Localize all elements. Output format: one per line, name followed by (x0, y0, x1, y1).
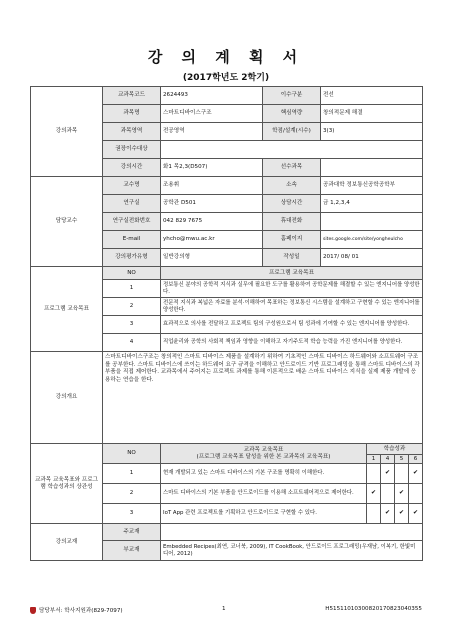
footer-dept-text: 담당부서: 학사지원과(829-7097) (39, 608, 123, 614)
affiliation-label: 소속 (263, 177, 321, 195)
page-number: 1 (222, 606, 226, 612)
program-goal-text: 정보통신 분야의 공학적 지식과 실무에 필요한 도구를 활용하여 공학문제를 해결할 수 있는 엔지니어를 양성한다. (161, 280, 423, 298)
program-goals-table (30, 266, 423, 352)
program-goal-no: 3 (103, 316, 161, 334)
core-competency: 창의적문제 해결 (321, 105, 423, 123)
course-code: 2624493 (161, 87, 263, 105)
credit: 3(3) (321, 123, 423, 141)
course-area: 전공영역 (161, 123, 263, 141)
prereq-label: 선수과목 (263, 159, 321, 177)
instructor-table (30, 176, 423, 267)
course-goal-text: 스마트 디바이스의 기본 부품을 안드로이드를 이용해 소프트웨어적으로 제어한다. (161, 484, 367, 504)
course-goals-section-label: 교과목 교육목표와 프로그램 학습성과의 상관성 (31, 444, 103, 524)
office-label: 연구실 (103, 195, 161, 213)
instructor-name-label: 교수명 (103, 177, 161, 195)
course-goals-no-header: NO (103, 444, 161, 464)
email-link[interactable]: yhcho@mwu.ac.kr (161, 231, 263, 249)
course-goal-no: 3 (103, 504, 161, 524)
outcome-col-header: 4 (381, 455, 395, 464)
program-goal-no: 1 (103, 280, 161, 298)
course-goal-no: 1 (103, 464, 161, 484)
university-shield-icon (30, 607, 36, 614)
outcome-check: ✔ (395, 484, 409, 504)
page-title: 강 의 계 획 서 (147, 48, 305, 66)
program-goal-no: 2 (103, 298, 161, 316)
course-info-table (30, 86, 423, 177)
page-subtitle: (2017학년도 2학기) (182, 73, 270, 83)
outcome-check (395, 464, 409, 484)
eval-type-label: 강의평가유형 (103, 249, 161, 267)
credit-label: 학점/설계(시수) (263, 123, 321, 141)
instructor-name: 조용휘 (161, 177, 263, 195)
course-goals-header-title: 교과목 교육목표 (243, 447, 284, 454)
outcome-col-header: 1 (367, 455, 381, 464)
outcome-check: ✔ (367, 484, 381, 504)
recommended-label: 권장이수대상 (103, 141, 161, 159)
lecture-time: 화1 목2,3(D507) (161, 159, 263, 177)
eval-type: 일반강의형 (161, 249, 263, 267)
outcome-check: ✔ (381, 464, 395, 484)
document-id: H51511010300820170823040355 (325, 606, 422, 612)
program-goals-header: 프로그램 교육목표 (161, 267, 423, 280)
office-phone-label: 연구실전화번호 (103, 213, 161, 231)
recommended (161, 141, 423, 159)
office-phone: 042 829 7675 (161, 213, 263, 231)
course-goals-header (161, 444, 367, 464)
outcome-check: ✔ (381, 504, 395, 524)
sub-textbook: Embedded Recipes(최연, 코너북, 2009), IT CookBook, 안드로이드 프로그래밍(우재남, 이복기, 한빛미디어, 2012) (161, 541, 423, 561)
outcome-check: ✔ (409, 504, 423, 524)
course-name-label: 과목명 (103, 105, 161, 123)
footer-dept (30, 606, 123, 614)
email-label: E-mail (103, 231, 161, 249)
program-goals-section-label: 프로그램 교육목표 (31, 267, 103, 352)
completion-type: 전선 (321, 87, 423, 105)
course-goal-no: 2 (103, 484, 161, 504)
prereq (321, 159, 423, 177)
mobile (321, 213, 423, 231)
written-date: 2017/ 08/ 01 (321, 249, 423, 267)
program-goal-text: 전문적 지식과 복넓은 자료를 분석·이해하여 목표하는 정보통신 시스템을 설계하고 구현할 수 있는 엔지니어를 양성한다. (161, 298, 423, 316)
textbook-section-label: 강의교재 (31, 524, 103, 561)
course-area-label: 과목영역 (103, 123, 161, 141)
date-label: 작성일 (263, 249, 321, 267)
overview-text: 스마트디바이스구조는 창의적인 스마트 디바이스 제품을 설계하기 위하여 기초적인 스마트 디바이스 하드웨어와 소프트웨어 구조를 공부한다. 스마트 디바이스에 쓰이는 하드웨어 요구 규격을 이해하고 안드로이드 기반 프로그래밍을 통해 스마트 디바이스의 각 부품을 직접 제어한다. 교과목에서 주어지는 프로젝트 과제를 통해 이론적으로 배운 스마트 디바이스 지식을 실제 제품 개발에 응용하는 연습을 한다. (103, 352, 423, 444)
course-goal-text: IoT App 관련 프로젝트를 기획하고 안드로이드로 구현할 수 있다. (161, 504, 367, 524)
completion-type-label: 이수구분 (263, 87, 321, 105)
learning-outcome-header: 학습성과 (367, 444, 423, 455)
main-textbook-label: 주교재 (103, 524, 161, 541)
outcome-check (367, 504, 381, 524)
outcome-check: ✔ (395, 504, 409, 524)
consult-time: 금 1,2,3,4 (321, 195, 423, 213)
overview-section-label: 강의개요 (31, 352, 103, 444)
program-goal-no: 4 (103, 334, 161, 352)
outcome-col-header: 5 (395, 455, 409, 464)
mobile-label: 휴대전화 (263, 213, 321, 231)
overview-table (30, 351, 423, 444)
course-goals-header-subtitle: (프로그램 교육목표 달성을 위한 본 교과목의 교육목표) (196, 453, 331, 460)
outcome-check (381, 484, 395, 504)
affiliation: 공과대학 정보통신공학공학부 (321, 177, 423, 195)
outcome-check: ✔ (409, 464, 423, 484)
consult-label: 상담시간 (263, 195, 321, 213)
program-goals-no-header: NO (103, 267, 161, 280)
main-textbook (161, 524, 423, 541)
lecture-time-label: 강의시간 (103, 159, 161, 177)
course-section-label: 강의과목 (31, 87, 103, 177)
office: 공학관 D501 (161, 195, 263, 213)
outcome-check (409, 484, 423, 504)
program-goal-text: 직업윤리와 공학의 사회적 책임과 영향을 이해하고 자기주도적 학습 능력을 가진 엔지니어를 양성한다. (161, 334, 423, 352)
sub-textbook-label: 부교재 (103, 541, 161, 561)
homepage-label: 홈페이지 (263, 231, 321, 249)
core-competency-label: 핵심역량 (263, 105, 321, 123)
course-code-label: 교과목코드 (103, 87, 161, 105)
homepage-link[interactable]: sites.google.com/site/yongheulcho (321, 231, 423, 249)
textbook-table (30, 523, 423, 561)
course-goals-table (30, 443, 423, 524)
course-goal-text: 현재 개발되고 있는 스마트 디바이스의 기본 구조를 명확히 이해한다. (161, 464, 367, 484)
outcome-col-header: 6 (409, 455, 423, 464)
instructor-section-label: 담당교수 (31, 177, 103, 267)
program-goal-text: 효과적으로 의사를 전달하고 프로젝트 팀의 구성원으로서 팀 성과에 기여할 수 있는 엔지니어를 양성한다. (161, 316, 423, 334)
outcome-check (367, 464, 381, 484)
course-name: 스마트디바이스구조 (161, 105, 263, 123)
